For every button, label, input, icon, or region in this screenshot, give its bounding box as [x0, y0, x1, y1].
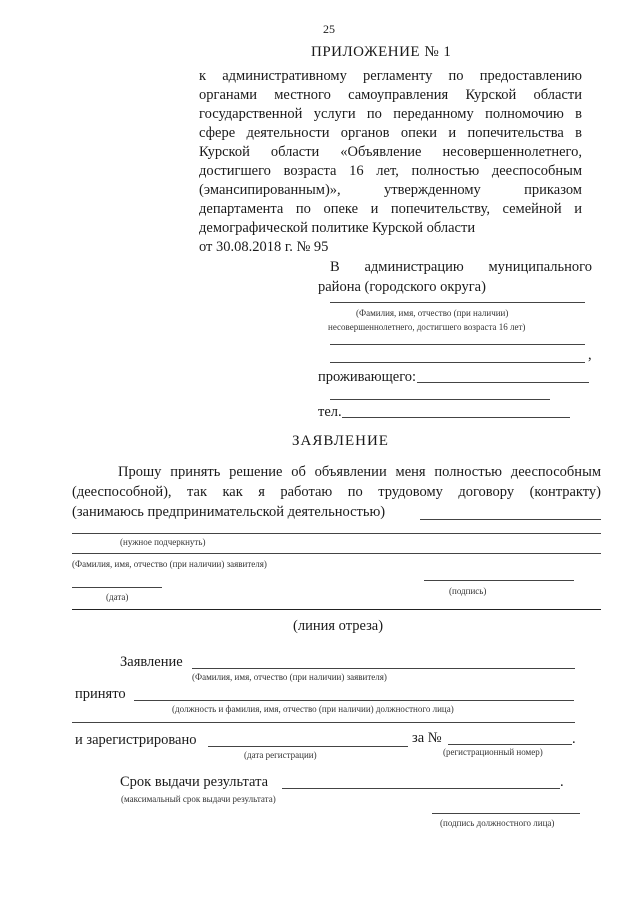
body-line: (дееспособной), так как я работаю по трудовому договору (контракту)	[72, 484, 601, 500]
signature-caption: (подпись)	[449, 586, 487, 596]
reg-number-blank-line[interactable]	[448, 744, 572, 745]
official-signature-caption: (подпись должностного лица)	[440, 818, 555, 828]
appendix-line: (эмансипированным)», утвержденному приказом	[199, 182, 582, 198]
blank-line[interactable]	[72, 722, 575, 723]
appendix-line: государственной услуги по переданному полномочию в	[199, 106, 582, 122]
deadline-blank-line[interactable]	[282, 788, 560, 789]
accepted-caption: (должность и фамилия, имя, отчество (при наличии) должностного лица)	[172, 704, 454, 714]
appendix-line: органами местного самоуправления Курской области	[199, 87, 582, 103]
appendix-date-line: от 30.08.2018 г. № 95	[199, 239, 329, 255]
blank-line[interactable]	[72, 533, 601, 534]
signature-blank-line[interactable]	[424, 580, 574, 581]
registered-label: и зарегистрировано	[75, 732, 197, 748]
appendix-line: демографической политике Курской области	[199, 220, 476, 236]
addressee-line-1: В администрацию муниципального	[330, 259, 592, 275]
blank-line[interactable]	[330, 362, 585, 363]
fio-caption-2: несовершеннолетнего, достигшего возраста 16 лет)	[328, 322, 526, 332]
blank-line[interactable]	[72, 553, 601, 554]
body-blank-line[interactable]	[420, 519, 601, 520]
statement-blank-line[interactable]	[192, 668, 575, 669]
appendix-line: сфере деятельности органов опеки и попечительства в	[199, 125, 582, 141]
cut-line	[72, 609, 601, 610]
applicant-fio-caption: (Фамилия, имя, отчество (при наличии) заявителя)	[72, 559, 267, 569]
cut-line-label: (линия отреза)	[293, 618, 384, 634]
accepted-label: принято	[75, 686, 126, 702]
appendix-heading: ПРИЛОЖЕНИЕ № 1	[311, 44, 452, 60]
blank-line[interactable]	[330, 344, 585, 345]
number-label: за №	[412, 730, 442, 746]
needed-caption: (нужное подчеркнуть)	[120, 537, 206, 547]
deadline-period: .	[560, 774, 564, 790]
living-label: проживающего:	[318, 369, 417, 385]
address-blank-line[interactable]	[330, 399, 550, 400]
appendix-line: к административному регламенту по предоставлению	[199, 68, 582, 84]
reg-date-caption: (дата регистрации)	[244, 750, 317, 760]
deadline-label: Срок выдачи результата	[120, 774, 269, 790]
date-caption: (дата)	[106, 592, 129, 602]
period: .	[572, 731, 576, 747]
appendix-line: Курской области «Объявление несовершеннолетнего,	[199, 144, 582, 160]
deadline-caption: (максимальный срок выдачи результата)	[121, 794, 276, 804]
body-line-last: (занимаюсь предпринимательской деятельностью)	[72, 504, 386, 520]
address-blank-line[interactable]	[417, 382, 589, 383]
reg-number-caption: (регистрационный номер)	[443, 747, 543, 757]
document-title: ЗАЯВЛЕНИЕ	[292, 433, 389, 449]
statement-label: Заявление	[120, 654, 183, 670]
phone-label: тел.	[318, 404, 342, 420]
body-line: Прошу принять решение об объявлении меня полностью дееспособным	[118, 464, 601, 480]
fio-blank-line[interactable]	[330, 302, 585, 303]
appendix-line: департамента по опеке и попечительству, семейной и	[199, 201, 582, 217]
accepted-blank-line[interactable]	[134, 700, 574, 701]
reg-date-blank-line[interactable]	[208, 746, 408, 747]
fio-caption-1: (Фамилия, имя, отчество (при наличии)	[356, 308, 509, 318]
comma: ,	[588, 347, 592, 363]
addressee-line-2: района (городского округа)	[318, 279, 486, 295]
page-number: 25	[323, 22, 335, 36]
official-signature-blank-line[interactable]	[432, 813, 580, 814]
statement-caption: (Фамилия, имя, отчество (при наличии) заявителя)	[192, 672, 387, 682]
appendix-line: достигшего возраста 16 лет, полностью дееспособным	[199, 163, 582, 179]
date-blank-line[interactable]	[72, 587, 162, 588]
phone-blank-line[interactable]	[342, 417, 570, 418]
